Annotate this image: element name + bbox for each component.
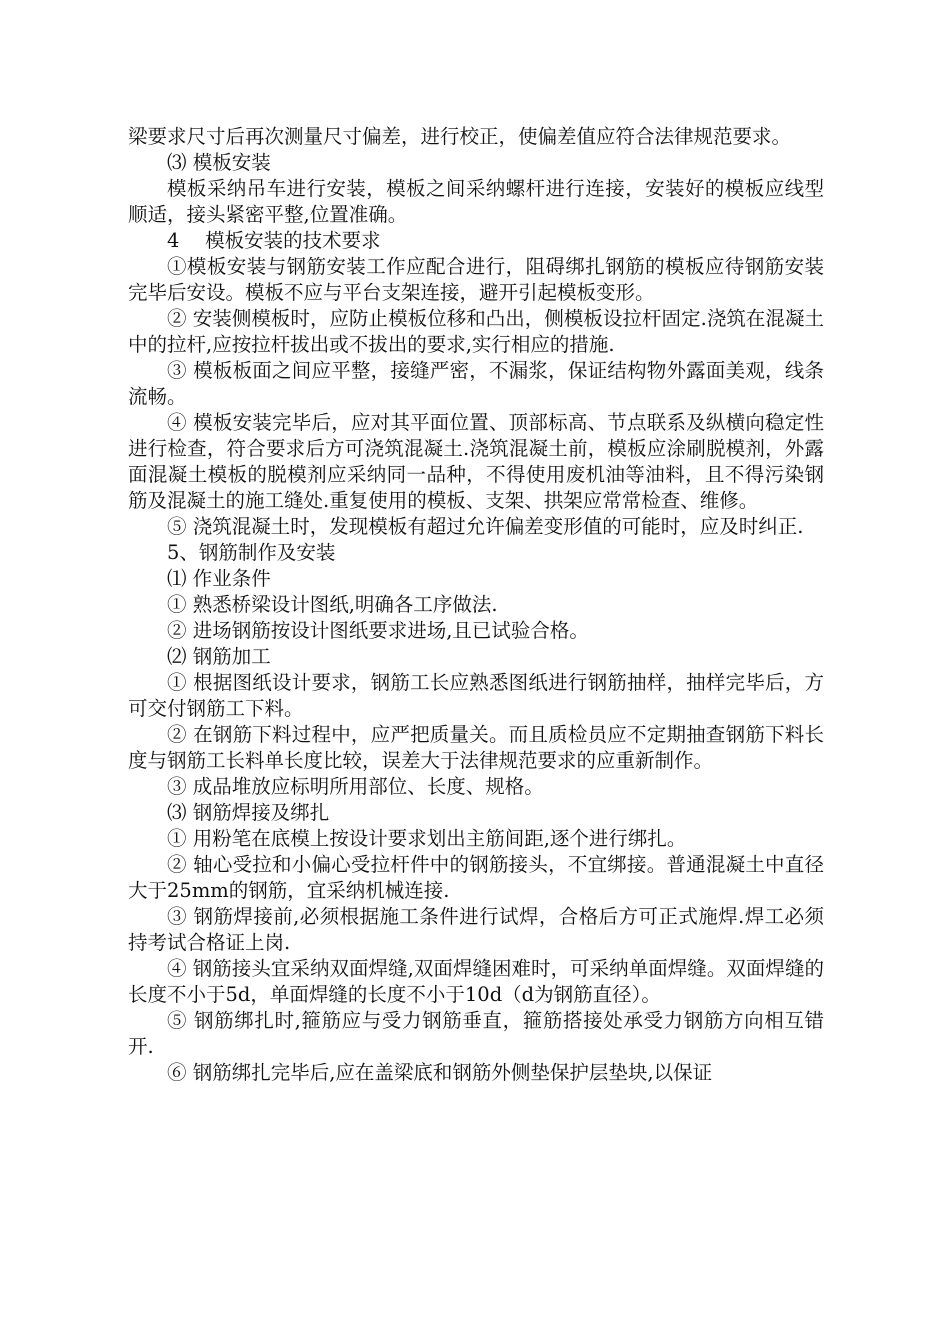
subsection-heading: ⑶ 钢筋焊接及绑扎 bbox=[167, 801, 330, 824]
subsection-heading: ⑴ 作业条件 bbox=[167, 567, 271, 590]
section-heading: ⑶ 模板安装 bbox=[167, 151, 271, 174]
list-item: ② 安装侧模板时，应防止模板位移和凸出，侧模板设拉杆固定.浇筑在混凝土中的拉杆,应按拉杆拔出或不拔出的要求,实行相应的措施. bbox=[128, 307, 824, 356]
list-item: ③ 模板板面之间应平整，接缝严密，不漏浆，保证结构物外露面美观，线条流畅。 bbox=[128, 359, 824, 408]
section-heading: 5、钢筋制作及安装 bbox=[167, 541, 336, 564]
list-item: ② 进场钢筋按设计图纸要求进场,且已试验合格。 bbox=[167, 619, 589, 642]
list-item: ① 根据图纸设计要求，钢筋工长应熟悉图纸进行钢筋抽样，抽样完毕后，方可交付钢筋工下料。 bbox=[128, 671, 824, 720]
list-item: ③ 成品堆放应标明所用部位、长度、规格。 bbox=[167, 775, 544, 798]
paragraph: 梁要求尺寸后再次测量尺寸偏差，进行校正，使偏差值应符合法律规范要求。 bbox=[128, 125, 792, 148]
paragraph: 模板采纳吊车进行安装，模板之间采纳螺杆进行连接，安装好的模板应线型顺适，接头紧密平整,位置准确。 bbox=[128, 177, 824, 226]
section-heading: 4 模板安装的技术要求 bbox=[167, 229, 381, 252]
list-item: ①模板安装与钢筋安装工作应配合进行，阻碍绑扎钢筋的模板应待钢筋安装完毕后安设。模板不应与平台支架连接，避开引起模板变形。 bbox=[128, 255, 824, 304]
list-item: ⑤ 钢筋绑扎时,箍筋应与受力钢筋垂直，箍筋搭接处承受力钢筋方向相互错开. bbox=[128, 1009, 824, 1058]
list-item: ⑤ 浇筑混凝土时，发现模板有超过允许偏差变形值的可能时，应及时纠正. bbox=[167, 515, 804, 538]
list-item: ⑥ 钢筋绑扎完毕后,应在盖梁底和钢筋外侧垫保护层垫块,以保证 bbox=[167, 1061, 713, 1084]
document-page bbox=[128, 124, 824, 1086]
list-item: ② 在钢筋下料过程中，应严把质量关。而且质检员应不定期抽查钢筋下料长度与钢筋工长料单长度比较，误差大于法律规范要求的应重新制作。 bbox=[128, 723, 824, 772]
list-item: ① 用粉笔在底模上按设计要求划出主筋间距,逐个进行绑扎。 bbox=[167, 827, 687, 850]
list-item: ③ 钢筋焊接前,必须根据施工条件进行试焊，合格后方可正式施焊.焊工必须持考试合格证上岗. bbox=[128, 905, 824, 954]
list-item: ④ 钢筋接头宜采纳双面焊缝,双面焊缝困难时，可采纳单面焊缝。双面焊缝的长度不小于5d，单面焊缝的长度不小于10d（d为钢筋直径）。 bbox=[128, 957, 824, 1006]
list-item: ① 熟悉桥梁设计图纸,明确各工序做法. bbox=[167, 593, 498, 616]
list-item: ② 轴心受拉和小偏心受拉杆件中的钢筋接头，不宜绑接。普通混凝土中直径大于25mm的钢筋，宜采纳机械连接. bbox=[128, 853, 824, 902]
list-item: ④ 模板安装完毕后，应对其平面位置、顶部标高、节点联系及纵横向稳定性进行检查，符合要求后方可浇筑混凝土.浇筑混凝土前，模板应涂刷脱模剂，外露面混凝土模板的脱模剂应采纳同一品种，不得使用废机油等油料，且不得污染钢筋及混凝土的施工缝处.重复使用的模板、支架、拱架应常常检查、维修。 bbox=[128, 411, 824, 512]
subsection-heading: ⑵ 钢筋加工 bbox=[167, 645, 271, 668]
